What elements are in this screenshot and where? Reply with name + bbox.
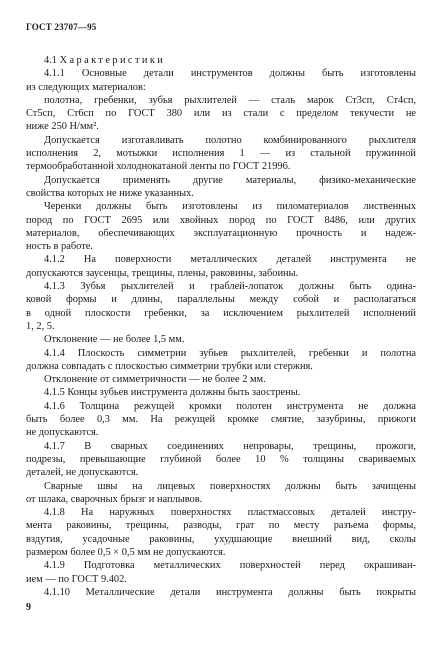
text-line: мента раковины, трещины, разводы, грат по месту разъема формы, [26,520,416,532]
text-line: Черенки должны быть изготовлены из пиломатериалов лиственных [44,201,416,213]
text-line: исполнения 2, мотыжки исполнения 1 — из стальной пружинной [26,148,416,160]
text-line: свойства которых не ниже указанных. [26,187,194,199]
text-line: ность в работе. [26,241,93,253]
text-line: допускаются заусенцы, трещины, плены, раковины, забоины. [26,267,299,279]
text-line: 4.1.4 Плоскость симметрии зубьев рыхлителей, гребенки и полотна [44,347,416,359]
document-body [26,54,416,599]
text-line: 4.1.2 На поверхности металлических деталей инструмента не [44,254,416,266]
text-line: Отклонение — не более 1,5 мм. [44,334,185,346]
text-line: Допускается изготавливать полотно комбинированного рыхлителя [44,134,416,146]
text-line: 4.1.7 В сварных соединениях непровары, трещины, прожоги, [44,440,416,452]
text-line: быть более 0,3 мм. На режущей кромке смятие, зазубрины, прижоги [26,414,416,426]
document-header: ГОСТ 23707—95 [26,22,97,32]
text-line: материалов, обеспечивающих эксплуатационную прочность и надеж- [26,227,416,239]
text-line: подрезы, превышающие глубиной более 10 % толщины свариваемых [26,453,416,465]
text-line: 4.1.6 Толщина режущей кромки полотен инструмента не должна [44,400,416,412]
text-line: 4.1.1 Основные детали инструментов должны быть изготовлены [44,68,416,80]
text-line: ковой формы и длины, параллельны между собой и располагаться [26,294,416,306]
text-line: 4.1.10 Металлические детали инструмента должны быть покрыты [44,586,416,598]
text-line: 4.1.9 Подготовка металлических поверхностей перед окрашиван- [44,560,416,572]
text-line: 4.1.3 Зубья рыхлителей и граблей-лопаток должны быть одина- [44,281,416,293]
text-line: 1, 2, 5. [26,320,55,332]
text-line: Сварные швы на лицевых поверхностях должны быть зачищены [44,480,416,492]
page-number: 9 [26,602,31,613]
text-line: Допускается применять другие материалы, физико-механические [44,174,416,186]
text-line: размером более 0,5 × 0,5 мм не допускаются. [26,546,226,558]
text-line: Отклонение от симметричности — не более 2 мм. [44,374,266,386]
text-line: термообработанной холоднокатаной ленты по ГОСТ 21996. [26,161,291,173]
text-line: 4.1.5 Концы зубьев инструмента должны быть заострены. [44,387,301,399]
text-line: из следующих материалов: [26,81,146,93]
text-line: должна совпадать с плоскостью симметрии трубки или стержня. [26,360,313,372]
text-line: 4.1.8 На наружных поверхностях пластмассовых деталей инстру- [44,507,416,519]
text-line: 4.1 Характеристики [44,55,166,66]
text-line: Ст5сп, Ст6сп по ГОСТ 380 или из стали с пределом текучести не [26,108,416,120]
text-line: пород по ГОСТ 2695 или хвойных пород по ГОСТ 8486, или других [26,214,416,226]
text-line: ием — по ГОСТ 9.402. [26,573,127,585]
text-line: полотна, гребенки, зубья рыхлителей — сталь марок Ст3сп, Ст4сп, [44,94,416,106]
text-line: вздутия, усадочные раковины, ухудшающие внешний вид, сколы [26,533,416,545]
text-line: в одной плоскости гребенки, за исключением рыхлителей исполнений [26,307,416,319]
text-line: ниже 250 Н/мм². [26,121,99,133]
text-line: деталей, не допускаются. [26,467,139,479]
text-line: не допускаются. [26,427,99,439]
text-line: от шлака, сварочных брызг и наплывов. [26,493,203,505]
